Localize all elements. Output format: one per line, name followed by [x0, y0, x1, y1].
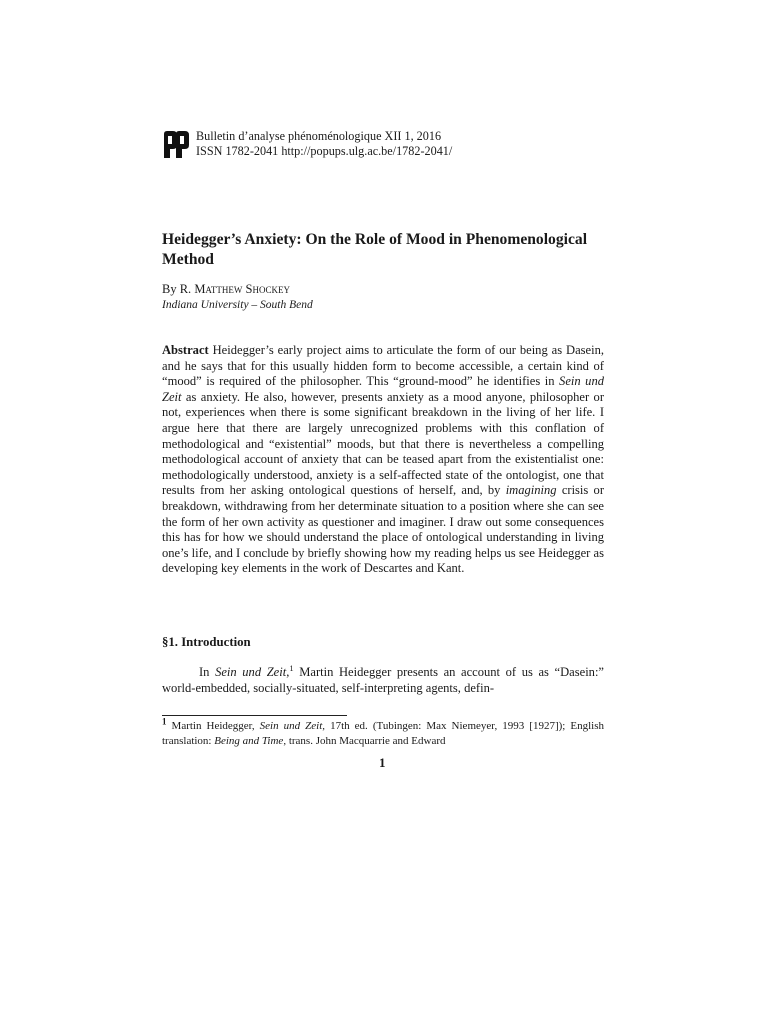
author-affiliation: Indiana University – South Bend [162, 299, 313, 311]
journal-citation: Bulletin d’analyse phénoménologique XII 1, 2016 [196, 129, 442, 143]
abstract: Abstract Heidegger’s early project aims to articulate the form of our being as Dasein, and he says that for this usually hidden form to become accessible, a certain kind of “mood” is required of the philosopher. This “ground-mood” he identifies in Sein und Zeit as anxiety. He also, however, presents anxiety as a mood anyone, philosopher or not, experiences when there is some significant breakdown in the living of her life. I argue here that there are largely unrecognized problems with this conflation of methodological and “existential” moods, but that there is nevertheless a compelling methodological account of anxiety that can be teased apart from the existentialist one: methodologically understood, anxiety is a self-affected state of the ontologist, one that results from her asking ontological questions of herself, and, by imagining crisis or breakdown, withdrawing from her determinate situation to a position where she can see the form of her own activity as questioner and imaginer. I draw out some consequences this has for how we should understand the place of ontological understanding in living one’s life, and I conclude by briefly showing how my reading helps us see Heidegger as developing key elements in the work of Descartes and Kant. [162, 343, 605, 576]
journal-header [162, 129, 452, 160]
paper-title: Heidegger’s Anxiety: On the Role of Mood in Phenomenological Method [162, 231, 588, 268]
journal-logo-icon [162, 130, 190, 160]
footnote: $^1$ Martin Heidegger, Sein und Zeit, 17th ed. (Tubingen: Max Niemeyer, 1993 [1927]); English translation: Being and Time, trans. John Macquarrie and Edward [162, 716, 604, 747]
footnote-number: 1 [162, 716, 167, 727]
footnote-ref[interactable]: 1 [289, 662, 294, 673]
section-heading: §1. Introduction [162, 635, 251, 649]
abstract-label: Abstract [162, 343, 209, 357]
page-number: 1 [379, 755, 386, 770]
author-byline: By R. Matthew Shockey [162, 282, 290, 296]
author-name: Matthew Shockey [194, 282, 290, 296]
footnote-divider [162, 715, 347, 716]
journal-issn-url: ISSN 1782-2041 http://popups.ulg.ac.be/1782-2041/ [196, 144, 453, 158]
intro-paragraph: In Sein und Zeit,$^1$ Martin Heidegger presents an account of us as “Dasein:” world-embedded, socially-situated, self-interpreting agents, defin- [162, 662, 605, 695]
